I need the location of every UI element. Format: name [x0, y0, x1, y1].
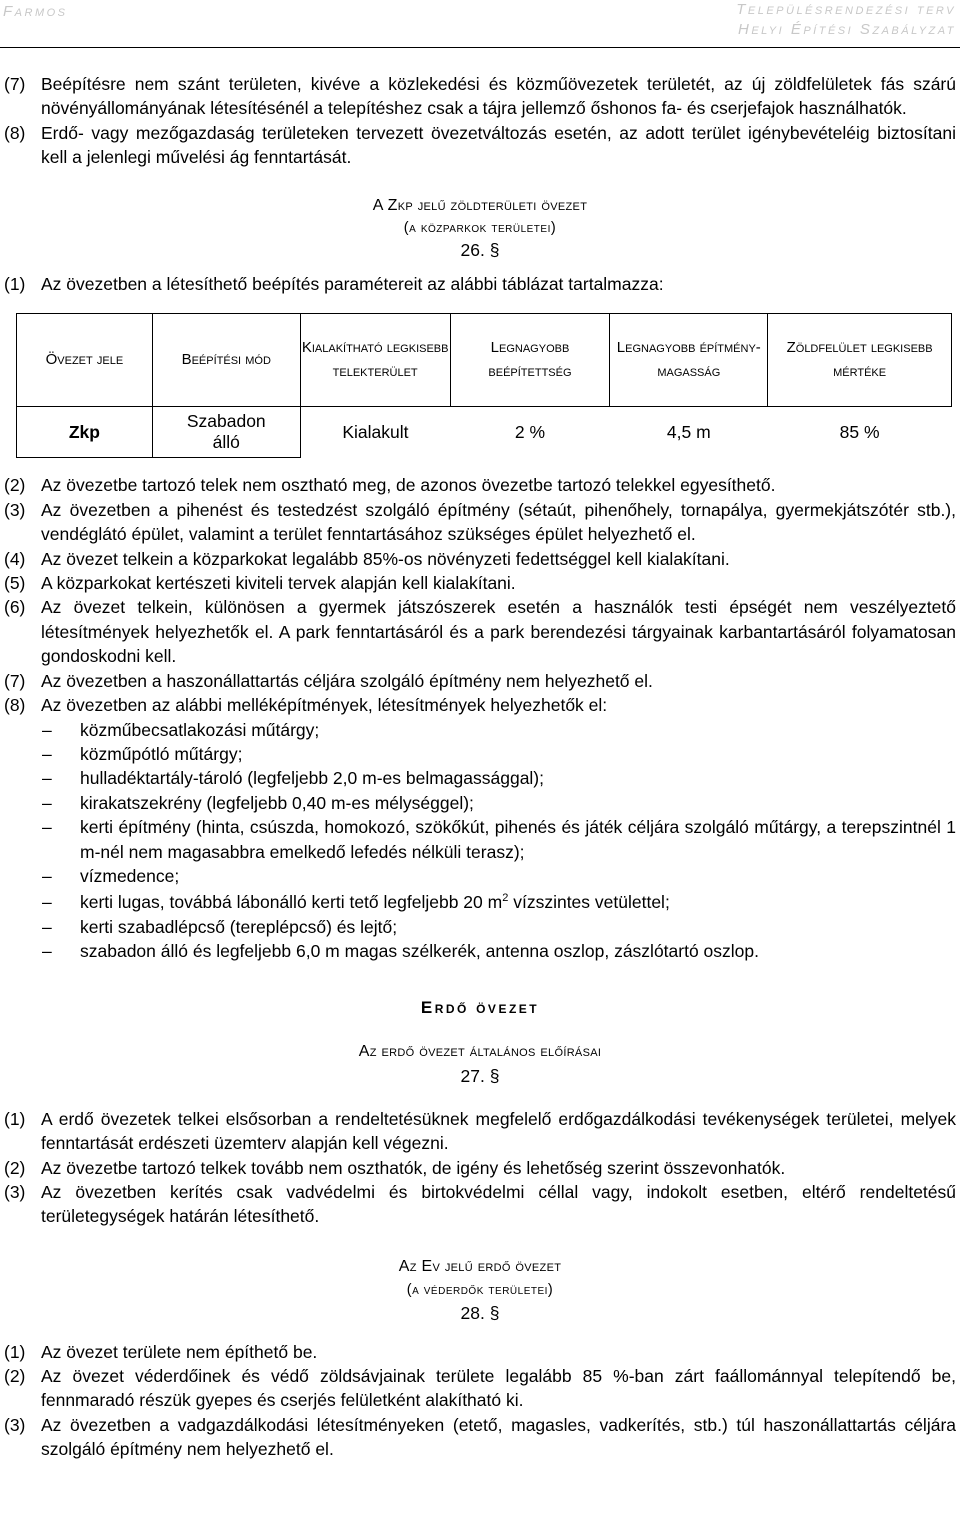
paragraph	[4, 1364, 956, 1413]
paragraph-number: (7)	[4, 670, 26, 691]
table-cell: 4,5 m	[666, 422, 711, 443]
paragraph	[4, 473, 956, 497]
header-municipality: Farmos	[3, 3, 68, 20]
paragraph	[4, 1413, 956, 1462]
paragraph-number: (1)	[4, 274, 26, 295]
table-cell: Zkp	[17, 407, 153, 458]
list-item	[4, 791, 956, 815]
section-title: Az Ev jelű erdő övezet	[398, 1257, 562, 1275]
list-item-text-part: vízszintes vetülettel;	[508, 892, 670, 913]
table-header-cell: Kialakítható legkisebb telekterület	[300, 314, 450, 407]
list-dash: –	[42, 892, 52, 913]
table-cell: Kialakult	[342, 422, 409, 443]
paragraph-number: (5)	[4, 573, 26, 594]
list-item	[4, 815, 956, 864]
list-item	[4, 864, 956, 888]
table-row	[17, 407, 952, 458]
header-document-title	[736, 0, 956, 40]
paragraph	[4, 595, 956, 668]
paragraph-text: Az övezetbe tartozó telek nem osztható meg, de azonos övezetbe tartozó telekkel egyesíthető.	[41, 475, 776, 496]
paragraph-number: (1)	[4, 1341, 26, 1362]
paragraph-text: Beépítésre nem szánt területen, kivéve a közlekedési és közműövezetek területét, az új zöldfelületek fás szárú növényállományának létesítésénél a telepítéshez csak a tájra jellemző őshonos fa- és cserjefajok használhatók.	[41, 74, 956, 119]
list-dash: –	[42, 941, 52, 962]
table-cell: Szabadon álló	[152, 407, 300, 458]
header-divider	[0, 47, 960, 48]
section-title: Az erdő övezet általános előírásai	[358, 1042, 602, 1060]
paragraph-number: (2)	[4, 1366, 26, 1387]
paragraph-text: Az övezet véderdőinek és védő zöldsávjainak területe legalább 85 %-ban zárt faállománnyal telepítendő be, fennmaradó részük gyepes és cserjés felületként alakítható ki.	[41, 1366, 956, 1411]
paragraph	[4, 1107, 956, 1156]
paragraph-text: Az övezetben az alábbi melléképítmények, létesítmények helyezhetők el:	[41, 695, 608, 716]
paragraph-number: (8)	[4, 695, 26, 716]
parameter-table	[16, 313, 952, 458]
paragraph-text: Az övezetbe tartozó telkek tovább nem oszthatók, de igény és lehetőség szerint összevonhatók.	[41, 1157, 786, 1178]
paragraph	[4, 1340, 956, 1364]
list-item-text: kerti építmény (hinta, csúszda, homokozó, szökőkút, pihenés és játék céljára szolgáló műtárgy, a terepszintnél 1 m-nél nem magasabbra emelkedő lefedés nélküli terasz);	[80, 817, 956, 862]
paragraph-number: (3)	[4, 1182, 26, 1202]
paragraph-text: Az övezetben a létesíthető beépítés paramétereit az alábbi táblázat tartalmazza:	[41, 274, 664, 295]
list-item	[4, 766, 956, 790]
list-dash: –	[42, 792, 52, 813]
paragraph	[4, 571, 956, 595]
chapter-heading: Erdő övezet	[420, 997, 540, 1017]
section-title: A Zkp jelű zöldterületi övezet	[372, 196, 588, 214]
list-item-text: vízmedence;	[80, 865, 180, 886]
paragraph-text: Az övezetben a pihenést és testedzést szolgáló építmény (sétaút, pihenőhely, tornapálya, gyermekjátszótér stb.), vendéglátó épület, valamint a terület fenntartásához szükséges épület helyezhető el.	[41, 499, 956, 545]
structures-list	[4, 718, 956, 964]
section-number: 28. §	[460, 1303, 500, 1324]
section-number: 26. §	[460, 240, 500, 261]
paragraph-text: Az övezetben kerítés csak vadvédelmi és birtokvédelmi céllal vagy, indokolt esetben, eltérő rendeltetésű területegységek határán létesíthető.	[41, 1182, 956, 1227]
paragraph-text: Az övezetben a haszonállattartás céljára szolgáló építmény nem helyezhető el.	[41, 670, 653, 691]
header-title-line1: Településrendezési terv	[736, 1, 956, 18]
table-cell: 2 %	[514, 422, 546, 443]
paragraph-text: Az övezet telkein a közparkokat legalább 85%-os növényzeti fedettséggel kell kialakítani.	[41, 548, 730, 569]
table-header-cell: Legnagyobb beépítettség	[450, 314, 610, 407]
paragraph-text: A erdő övezetek telkei elsősorban a rendeltetésüknek megfelelő erdőgazdálkodási tevékenységek területei, melyek fenntartását erdészeti üzemterv alapján kell végezni.	[41, 1108, 956, 1154]
paragraph	[4, 1180, 956, 1229]
list-item	[4, 915, 956, 939]
paragraph	[4, 669, 956, 693]
table-cell: 85 %	[839, 422, 880, 443]
paragraph-number: (1)	[4, 1108, 26, 1129]
paragraph-number: (8)	[4, 122, 26, 143]
list-item-text: kirakatszekrény (legfeljebb 0,40 m-es mélységgel);	[80, 792, 474, 813]
list-dash: –	[42, 817, 52, 838]
section-subtitle: (a közparkok területei)	[403, 220, 557, 237]
page-header	[0, 0, 960, 48]
list-item-text: közműpótló műtárgy;	[80, 743, 243, 764]
paragraph	[4, 1156, 956, 1180]
list-item-text: hulladéktartály-tároló (legfeljebb 2,0 m-es belmagassággal);	[80, 768, 544, 789]
table-header-cell: Legnagyobb építmény-magasság	[610, 314, 768, 407]
paragraph	[4, 272, 956, 296]
paragraph-number: (7)	[4, 74, 26, 94]
list-item	[4, 890, 956, 914]
list-item	[4, 742, 956, 766]
paragraph-number: (2)	[4, 475, 26, 496]
section-subtitle: (a véderdők területei)	[406, 1282, 554, 1299]
table-header-cell: Beépítési mód	[152, 314, 300, 407]
list-dash: –	[42, 916, 52, 937]
paragraph-number: (4)	[4, 548, 26, 569]
paragraph-text: Az övezet telkein, különösen a gyermek játszószerek esetén a használók testi épségét nem veszélyeztető létesítmények helyezhetők el. A park fenntartásáról és a park berendezési tárgyainak karbantartásáról folyamatosan gondoskodni kell.	[41, 597, 956, 667]
table-header-cell: Övezet jele	[17, 314, 153, 407]
superscript: 2	[502, 892, 509, 905]
paragraph-text: Az övezet területe nem építhető be.	[41, 1341, 318, 1362]
document-body	[4, 72, 956, 1462]
table-header-row	[17, 314, 952, 407]
paragraph-text: A közparkokat kertészeti kiviteli tervek alapján kell kialakítani.	[41, 573, 516, 594]
list-item	[4, 718, 956, 742]
list-dash: –	[42, 743, 52, 764]
paragraph-number: (3)	[4, 1414, 26, 1435]
paragraph-number: (6)	[4, 597, 26, 618]
header-title-line2: Helyi Építési Szabályzat	[738, 21, 956, 38]
section-number: 27. §	[460, 1066, 500, 1087]
list-item-text	[80, 890, 956, 914]
paragraph	[4, 72, 956, 121]
paragraph-text: Erdő- vagy mezőgazdaság területeken tervezett övezetváltozás esetén, az adott terület igénybevételéig biztosítani kell a jelenlegi művelési ág fenntartását.	[41, 122, 956, 168]
paragraph	[4, 693, 956, 717]
table-header-cell: Zöldfelület legkisebb mértéke	[768, 314, 952, 407]
list-item	[4, 939, 956, 963]
list-item-text: kerti szabadlépcső (tereplépcső) és lejtő;	[80, 916, 398, 937]
paragraph-number: (3)	[4, 499, 26, 520]
paragraph	[4, 498, 956, 547]
list-dash: –	[42, 865, 52, 886]
list-dash: –	[42, 719, 52, 740]
paragraph-number: (2)	[4, 1157, 26, 1178]
paragraph	[4, 121, 956, 170]
list-item-text-part: kerti lugas, továbbá lábonálló kerti tető legfeljebb 20 m	[80, 892, 503, 913]
list-item-text: szabadon álló és legfeljebb 6,0 m magas szélkerék, antenna oszlop, zászlótartó oszlop.	[80, 941, 760, 962]
list-item-text: közműbecsatlakozási műtárgy;	[80, 719, 320, 740]
paragraph-text: Az övezetben a vadgazdálkodási létesítményeken (etető, magasles, vadkerítés, stb.) túl haszonállattartás céljára szolgáló építmény nem helyezhető el.	[41, 1414, 956, 1460]
paragraph	[4, 547, 956, 571]
list-dash: –	[42, 768, 52, 789]
